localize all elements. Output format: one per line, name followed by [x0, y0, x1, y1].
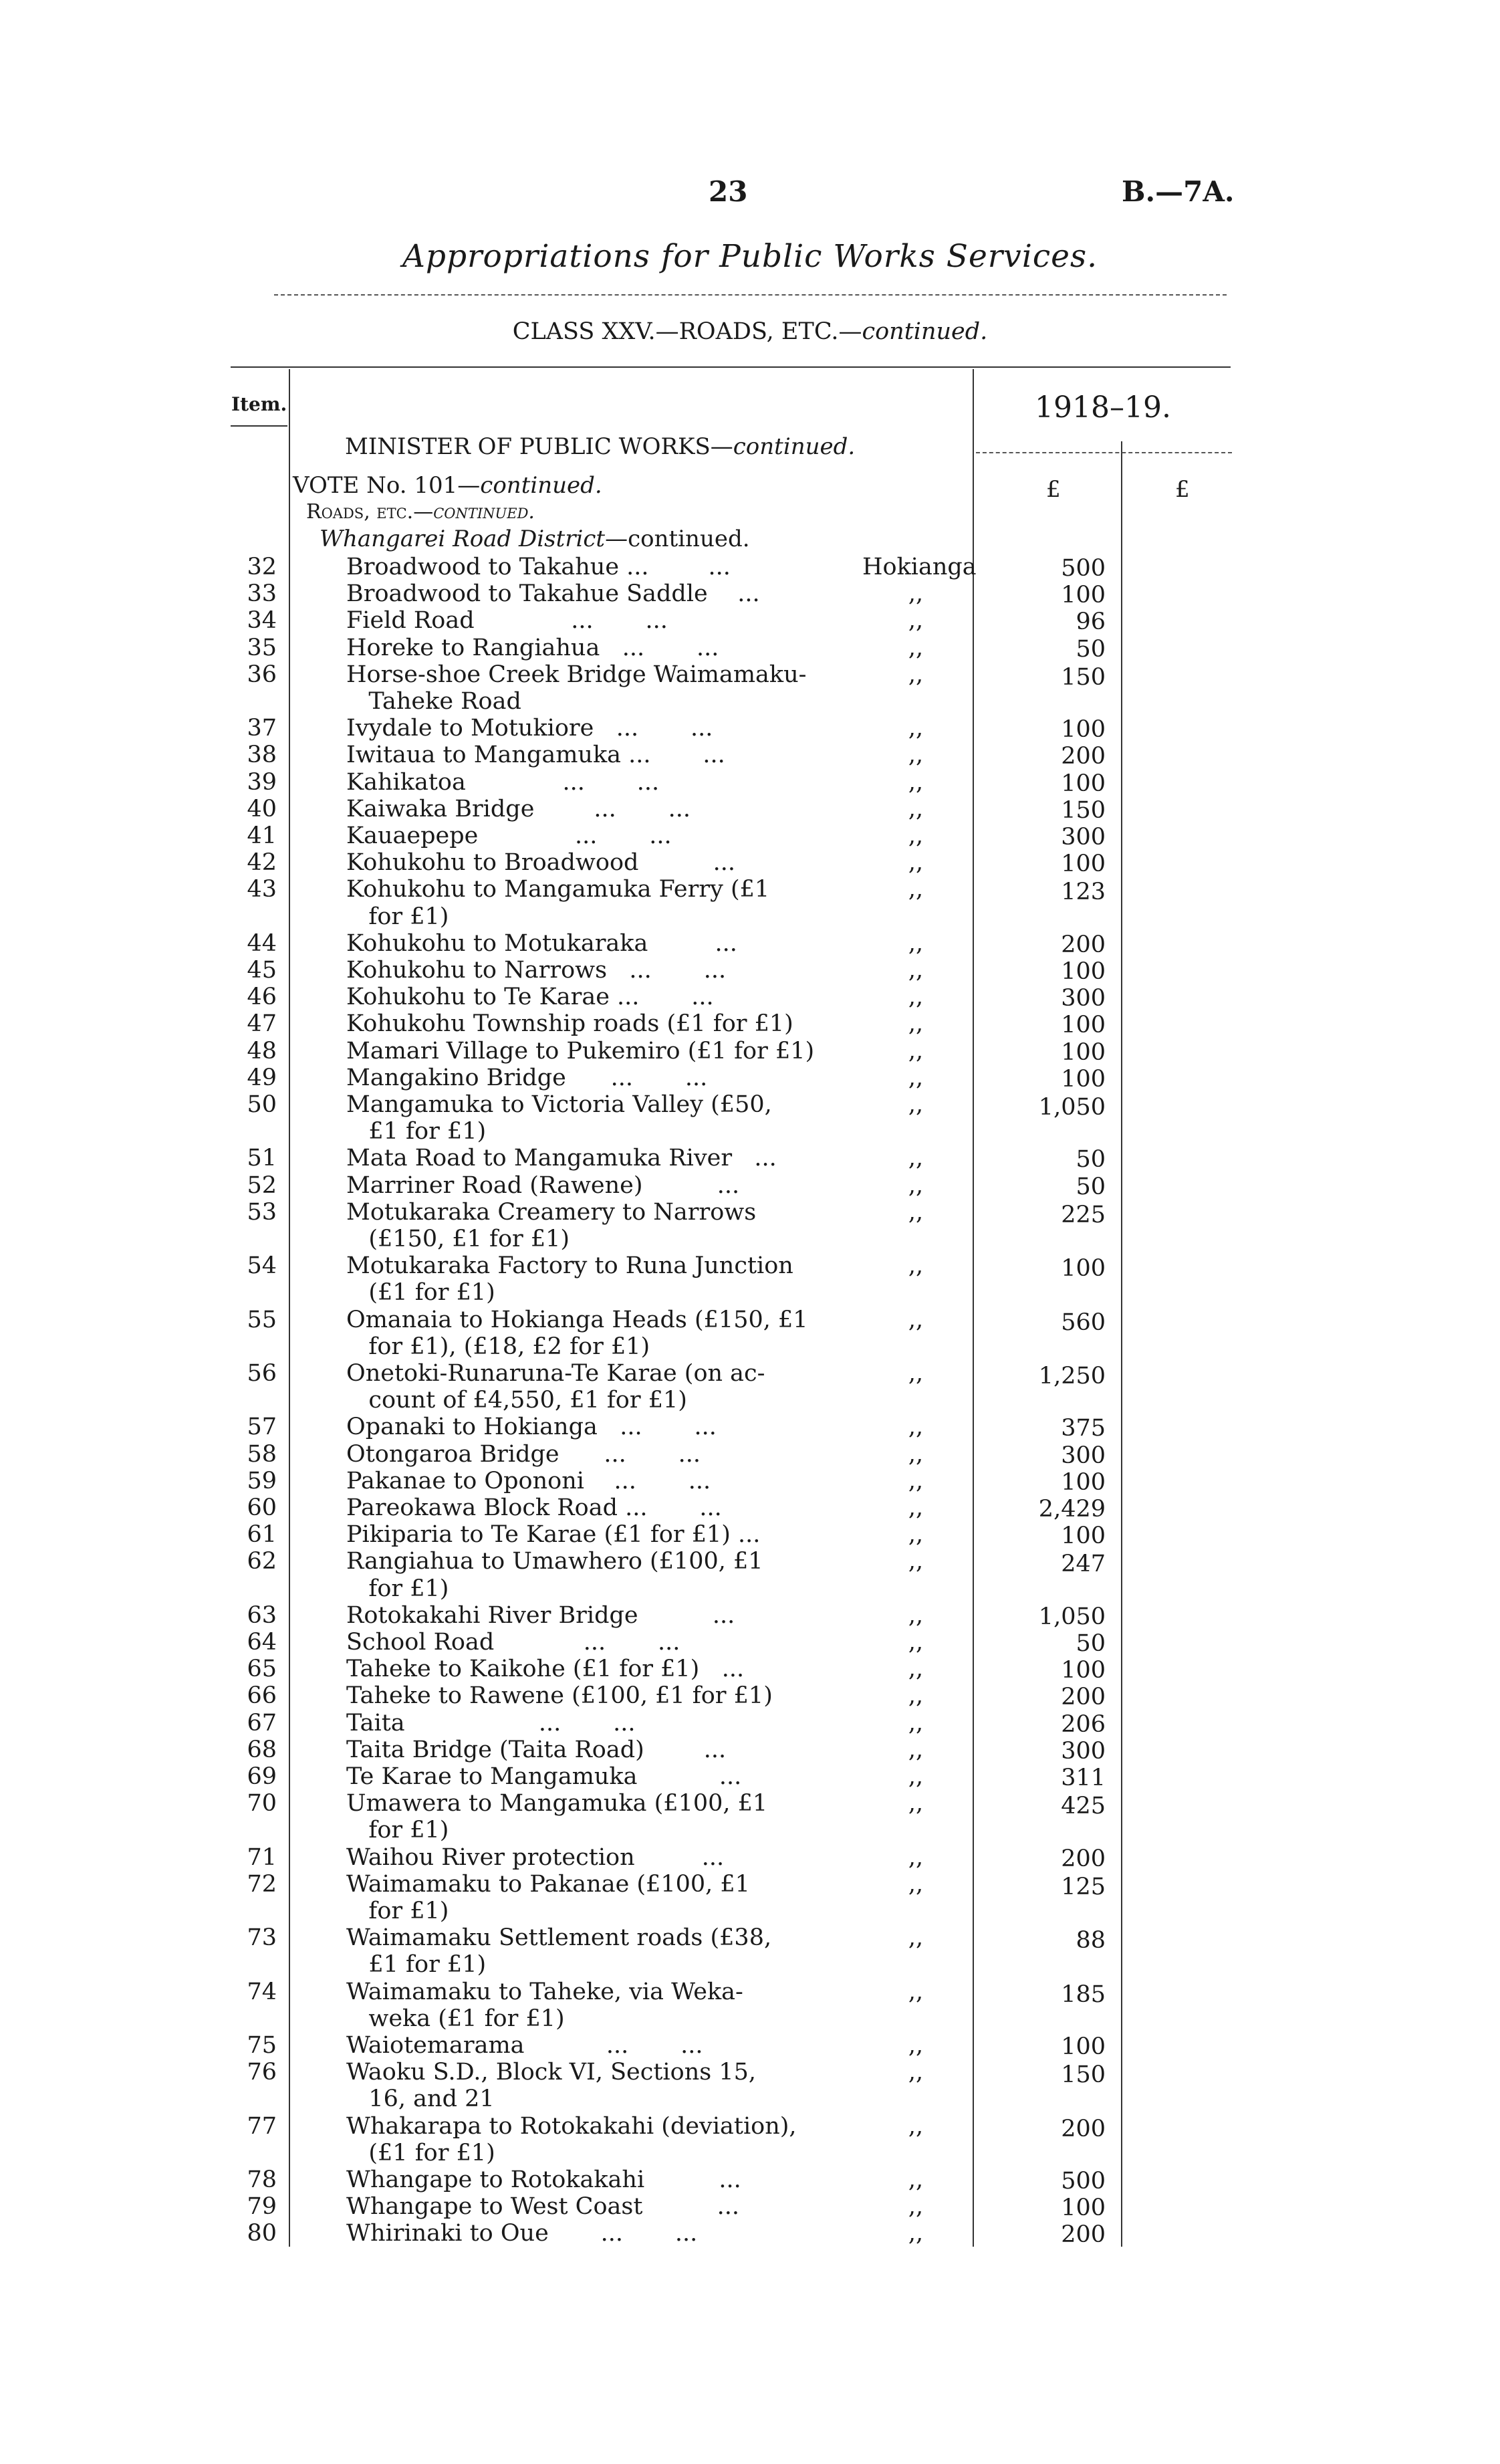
item-number: 79 [247, 2193, 277, 2221]
amount-value: 1,250 [1038, 1363, 1106, 1389]
amount-value: 300 [1061, 824, 1106, 851]
item-number: 78 [247, 2166, 277, 2193]
item-number: 71 [247, 1843, 277, 1871]
table-row [0, 1441, 1500, 1468]
item-description: Kohukohu to Broadwood ... [346, 849, 736, 877]
item-number: 54 [247, 1252, 277, 1280]
district-name: ,, [908, 742, 924, 769]
table-row [0, 1629, 1500, 1656]
amount-value: 96 [1076, 608, 1106, 636]
item-description: Field Road ... ... [346, 607, 668, 635]
item-description: Iwitaua to Mangamuka ... ... [346, 742, 725, 769]
vote-cont: continued. [480, 472, 602, 499]
amount-value: 150 [1061, 796, 1106, 824]
amount-value: 100 [1061, 1468, 1106, 1496]
amount-value: 100 [1061, 1038, 1106, 1066]
item-description: Waimamaku Settlement roads (£38, £1 for £1) [346, 1924, 772, 1979]
title-rule [274, 294, 1227, 296]
amount-value: 100 [1061, 1012, 1106, 1039]
item-description: Kauaepepe ... ... [346, 822, 672, 849]
item-number: 51 [247, 1145, 277, 1172]
item-description: School Road ... ... [346, 1629, 680, 1656]
minister-text: MINISTER OF PUBLIC WORKS— [345, 433, 733, 460]
district-name: ,, [908, 1091, 924, 1118]
district-name: ,, [908, 1924, 924, 1952]
amount-value: 100 [1061, 851, 1106, 878]
district-name: ,, [908, 1521, 924, 1549]
item-description: Taita ... ... [346, 1709, 636, 1737]
district-name: ,, [908, 1010, 924, 1038]
district-name: ,, [908, 1736, 924, 1763]
amount-value: 375 [1061, 1415, 1106, 1442]
item-number: 53 [247, 1198, 277, 1226]
item-number: 70 [247, 1790, 277, 1817]
table-row [0, 1979, 1500, 2032]
table-row [0, 1414, 1500, 1440]
table-row [0, 2113, 1500, 2166]
item-description: Kohukohu to Narrows ... ... [346, 957, 727, 984]
item-number: 69 [247, 1763, 277, 1790]
district-name: ,, [908, 1763, 924, 1790]
table-row [0, 849, 1500, 876]
item-number: 52 [247, 1171, 277, 1199]
table-row [0, 822, 1500, 849]
district-name: ,, [908, 876, 924, 903]
table-row [0, 1790, 1500, 1843]
amount-value: 560 [1061, 1309, 1106, 1336]
amount-value: 500 [1061, 2168, 1106, 2195]
item-number: 63 [247, 1601, 277, 1629]
district-name: ,, [908, 768, 924, 796]
amount-value: 100 [1061, 770, 1106, 797]
district-name: ,, [908, 1360, 924, 1387]
amount-value: 50 [1076, 1630, 1106, 1657]
item-column-header: Item. [231, 393, 287, 415]
item-number: 76 [247, 2059, 277, 2086]
amount-value: 50 [1076, 635, 1106, 663]
item-description: Pareokawa Block Road ... ... [346, 1494, 722, 1521]
district-name: ,, [908, 1682, 924, 1710]
minister-cont: continued. [733, 433, 856, 460]
district-name: ,, [908, 1978, 924, 2005]
amount-value: 185 [1061, 1981, 1106, 2008]
currency-symbol-1: £ [1046, 476, 1061, 503]
item-number: 67 [247, 1709, 277, 1737]
item-description: Rotokakahi River Bridge ... [346, 1601, 735, 1629]
item-header-rule [231, 425, 287, 427]
table-row [0, 957, 1500, 984]
table-row [0, 2032, 1500, 2059]
item-number: 46 [247, 984, 277, 1011]
item-description: Te Karae to Mangamuka ... [346, 1763, 742, 1790]
table-row [0, 930, 1500, 957]
item-number: 36 [247, 661, 277, 688]
roads-heading [306, 500, 535, 524]
table-row [0, 1172, 1500, 1199]
item-number: 37 [247, 715, 277, 742]
amount-value: 100 [1061, 1657, 1106, 1684]
item-number: 33 [247, 580, 277, 608]
item-number: 42 [247, 849, 277, 877]
vote-text: VOTE No. 101— [293, 472, 481, 499]
item-description: Waiotemarama ... ... [346, 2032, 703, 2059]
item-description: Whangape to Rotokakahi ... [346, 2166, 741, 2193]
table-row [0, 1710, 1500, 1737]
item-description: Broadwood to Takahue Saddle ... [346, 580, 760, 608]
table-row [0, 769, 1500, 796]
table-row [0, 1252, 1500, 1306]
district-name: ,, [908, 1145, 924, 1172]
item-description: Broadwood to Takahue ... ... [346, 554, 731, 580]
page-number: 23 [709, 175, 748, 208]
item-number: 34 [247, 607, 277, 635]
amount-value: 100 [1061, 1065, 1106, 1093]
item-number: 41 [247, 822, 277, 849]
table-row [0, 1494, 1500, 1521]
item-number: 75 [247, 2032, 277, 2059]
table-row [0, 1844, 1500, 1871]
item-number: 55 [247, 1306, 277, 1333]
table-row [0, 1307, 1500, 1360]
amount-value: 206 [1061, 1710, 1106, 1738]
table-row [0, 1065, 1500, 1091]
amount-value: 50 [1076, 1146, 1106, 1173]
table-row [0, 2059, 1500, 2112]
district-name: ,, [908, 849, 924, 877]
district-name: ,, [908, 1709, 924, 1737]
item-description: Taheke to Rawene (£100, £1 for £1) [346, 1682, 773, 1710]
amount-value: 200 [1061, 2115, 1106, 2142]
table-row [0, 796, 1500, 822]
item-description: Kohukohu Township roads (£1 for £1) [346, 1010, 793, 1038]
item-number: 44 [247, 929, 277, 957]
amount-value: 200 [1061, 1845, 1106, 1872]
table-row [0, 1521, 1500, 1548]
amount-value: 123 [1061, 879, 1106, 906]
minister-heading [345, 433, 855, 460]
table-row [0, 1763, 1500, 1790]
item-description: Whakarapa to Rotokakahi (deviation), (£1 for £1) [346, 2112, 797, 2166]
district-name: Hokianga [862, 554, 977, 580]
item-description: Kohukohu to Mangamuka Ferry (£1 for £1) [346, 876, 770, 930]
table-row [0, 1924, 1500, 1978]
item-number: 65 [247, 1656, 277, 1683]
item-number: 58 [247, 1440, 277, 1468]
vote-heading [293, 472, 602, 499]
item-description: Mangamuka to Victoria Valley (£50, £1 for £1) [346, 1091, 772, 1145]
item-description: Pakanae to Opononi ... ... [346, 1467, 711, 1494]
item-description: Rangiahua to Umawhero (£100, £1 for £1) [346, 1548, 763, 1602]
item-number: 72 [247, 1870, 277, 1898]
district-cont: —continued. [605, 526, 750, 552]
item-description: Waimamaku to Pakanae (£100, £1 for £1) [346, 1870, 750, 1924]
district-name: ,, [908, 1171, 924, 1199]
item-description: Kohukohu to Te Karae ... ... [346, 984, 714, 1011]
district-name: ,, [908, 715, 924, 742]
item-description: Pikiparia to Te Karae (£1 for £1) ... [346, 1521, 761, 1549]
district-name: ,, [908, 2032, 924, 2059]
item-number: 39 [247, 768, 277, 796]
amount-value: 247 [1061, 1551, 1106, 1578]
item-description: Motukaraka Factory to Runa Junction (£1 for £1) [346, 1252, 793, 1307]
amount-value: 100 [1061, 958, 1106, 985]
district-name: ,, [908, 1790, 924, 1817]
table-row [0, 554, 1500, 580]
amount-value: 300 [1061, 1442, 1106, 1469]
amount-value: 100 [1061, 1523, 1106, 1550]
item-description: Whirinaki to Oue ... ... [346, 2220, 698, 2247]
table-row [0, 2220, 1500, 2247]
item-number: 68 [247, 1736, 277, 1763]
item-number: 73 [247, 1924, 277, 1952]
item-number: 48 [247, 1037, 277, 1065]
amount-value: 200 [1061, 931, 1106, 958]
item-description: Otongaroa Bridge ... ... [346, 1440, 701, 1468]
amount-value: 200 [1061, 2221, 1106, 2249]
item-number: 66 [247, 1682, 277, 1710]
district-name: ,, [908, 1064, 924, 1091]
table-row [0, 1091, 1500, 1145]
table-row [0, 984, 1500, 1010]
district-name: ,, [908, 1440, 924, 1468]
table-row [0, 580, 1500, 607]
district-name: ,, [908, 1870, 924, 1898]
table-row [0, 661, 1500, 715]
table-row [0, 1360, 1500, 1414]
district-name: ,, [908, 1467, 924, 1494]
table-row [0, 1682, 1500, 1709]
district-name: ,, [908, 1306, 924, 1333]
amount-value: 50 [1076, 1173, 1106, 1200]
item-number: 45 [247, 957, 277, 984]
item-description: Kahikatoa ... ... [346, 768, 660, 796]
district-name: ,, [908, 822, 924, 849]
document-code: B.—7A. [1122, 175, 1235, 208]
amount-value: 200 [1061, 743, 1106, 770]
item-number: 47 [247, 1010, 277, 1038]
amount-value: 225 [1061, 1201, 1106, 1228]
amount-value: 2,429 [1038, 1496, 1106, 1523]
amount-value: 1,050 [1038, 1603, 1106, 1630]
item-description: Waoku S.D., Block VI, Sections 15, 16, and 21 [346, 2059, 756, 2113]
item-number: 77 [247, 2112, 277, 2140]
amount-value: 500 [1061, 555, 1106, 582]
item-number: 56 [247, 1360, 277, 1387]
amount-value: 1,050 [1038, 1094, 1106, 1121]
district-name: ,, [908, 1414, 924, 1441]
district-name: ,, [908, 1198, 924, 1226]
item-description: Mamari Village to Pukemiro (£1 for £1) [346, 1037, 815, 1065]
district-name: ,, [908, 1494, 924, 1521]
amount-value: 100 [1061, 1255, 1106, 1282]
item-number: 35 [247, 634, 277, 661]
district-name: ,, [908, 929, 924, 957]
item-description: Onetoki-Runaruna-Te Karae (on ac- count of £4,550, £1 for £1) [346, 1360, 765, 1414]
year-header: 1918–19. [1035, 390, 1171, 425]
amount-value: 311 [1061, 1765, 1106, 1791]
amount-value: 300 [1061, 985, 1106, 1012]
table-row [0, 1038, 1500, 1065]
table-top-rule [231, 366, 1231, 368]
district-name: ,, [908, 1656, 924, 1683]
item-description: Ivydale to Motukiore ... ... [346, 715, 713, 742]
table-row [0, 1010, 1500, 1037]
table-row [0, 635, 1500, 661]
district-heading [320, 526, 750, 552]
item-description: Kohukohu to Motukaraka ... [346, 929, 737, 957]
district-name: ,, [908, 1252, 924, 1280]
item-description: Omanaia to Hokianga Heads (£150, £1 for £1), (£18, £2 for £1) [346, 1306, 808, 1360]
amount-value: 300 [1061, 1737, 1106, 1765]
table-row [0, 715, 1500, 742]
table-row [0, 1737, 1500, 1763]
item-number: 59 [247, 1467, 277, 1494]
table-row [0, 1468, 1500, 1494]
amount-value: 100 [1061, 2195, 1106, 2222]
item-number: 61 [247, 1521, 277, 1549]
item-description: Umawera to Mangamuka (£100, £1 for £1) [346, 1790, 768, 1844]
district-name: ,, [908, 634, 924, 661]
table-row [0, 1871, 1500, 1924]
item-number: 62 [247, 1548, 277, 1575]
district-name: ,, [908, 795, 924, 822]
item-description: Opanaki to Hokianga ... ... [346, 1414, 717, 1441]
table-row [0, 2193, 1500, 2220]
district-name: ,, [908, 957, 924, 984]
district-name: ,, [908, 2059, 924, 2086]
table-row [0, 1602, 1500, 1629]
district-name: ,, [908, 661, 924, 688]
item-number: 60 [247, 1494, 277, 1521]
table-row [0, 1199, 1500, 1252]
roads-text: Roads, etc.— [306, 500, 434, 524]
table-row [0, 1145, 1500, 1171]
item-description: Waihou River protection ... [346, 1843, 725, 1871]
item-description: Marriner Road (Rawene) ... [346, 1171, 740, 1199]
page-title: Appropriations for Public Works Services. [402, 238, 1098, 275]
item-number: 74 [247, 1978, 277, 2005]
class-heading [0, 318, 1500, 345]
table-row [0, 2166, 1500, 2193]
district-name: ,, [908, 580, 924, 608]
amount-value: 150 [1061, 2061, 1106, 2089]
district-name: ,, [908, 1601, 924, 1629]
item-number: 32 [247, 554, 277, 580]
item-number: 43 [247, 876, 277, 903]
table-row [0, 1548, 1500, 1601]
year-header-rule [976, 452, 1232, 453]
item-number: 49 [247, 1064, 277, 1091]
item-description: Horeke to Rangiahua ... ... [346, 634, 719, 661]
amount-value: 125 [1061, 1873, 1106, 1900]
item-description: Kaiwaka Bridge ... ... [346, 795, 691, 822]
roads-cont: continued. [433, 500, 535, 524]
item-number: 64 [247, 1629, 277, 1656]
district-name: ,, [908, 1548, 924, 1575]
item-description: Waimamaku to Taheke, via Weka- weka (£1 for £1) [346, 1978, 743, 2032]
district-name: ,, [908, 607, 924, 635]
item-description: Mangakino Bridge ... ... [346, 1064, 708, 1091]
item-description: Mata Road to Mangamuka River ... [346, 1145, 777, 1172]
class-heading-text: CLASS XXV.—ROADS, ETC.— [512, 318, 862, 345]
table-row [0, 607, 1500, 634]
table-row [0, 742, 1500, 768]
district-name: ,, [908, 2166, 924, 2193]
table-row [0, 876, 1500, 929]
amount-value: 88 [1076, 1927, 1106, 1954]
currency-symbol-2: £ [1175, 476, 1190, 503]
district-name: ,, [908, 1629, 924, 1656]
item-number: 40 [247, 795, 277, 822]
item-number: 80 [247, 2220, 277, 2247]
district-name: ,, [908, 984, 924, 1011]
district-text: Whangarei Road District [320, 526, 606, 552]
amount-value: 200 [1061, 1684, 1106, 1711]
item-description: Taita Bridge (Taita Road) ... [346, 1736, 727, 1763]
amount-value: 100 [1061, 716, 1106, 744]
district-name: ,, [908, 1037, 924, 1065]
item-description: Motukaraka Creamery to Narrows (£150, £1 for £1) [346, 1198, 757, 1252]
amount-value: 100 [1061, 582, 1106, 609]
item-number: 50 [247, 1091, 277, 1118]
district-name: ,, [908, 2193, 924, 2221]
district-name: ,, [908, 1843, 924, 1871]
item-description: Whangape to West Coast ... [346, 2193, 740, 2221]
amount-value: 150 [1061, 663, 1106, 691]
item-number: 38 [247, 742, 277, 769]
item-description: Taheke to Kaikohe (£1 for £1) ... [346, 1656, 745, 1683]
amount-value: 425 [1061, 1793, 1106, 1820]
class-heading-cont: continued. [862, 318, 988, 345]
district-name: ,, [908, 2112, 924, 2140]
amount-value: 100 [1061, 2033, 1106, 2060]
table-row [0, 1656, 1500, 1682]
item-description: Horse-shoe Creek Bridge Waimamaku- Taheke Road [346, 661, 807, 715]
item-number: 57 [247, 1414, 277, 1441]
district-name: ,, [908, 2220, 924, 2247]
